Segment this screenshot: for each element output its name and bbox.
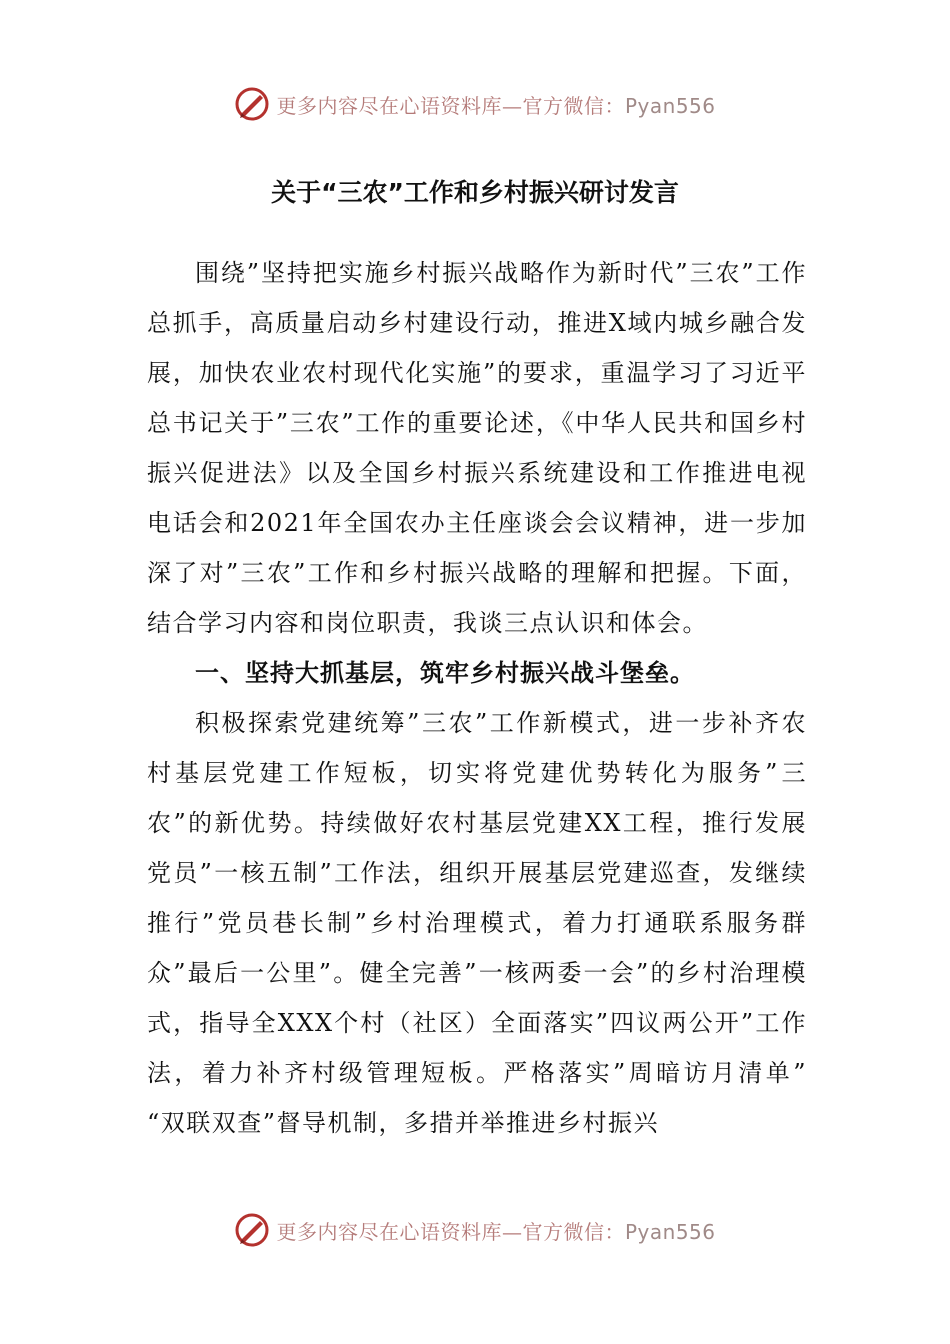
document-title: 关于“三农”工作和乡村振兴研讨发言 [271,178,679,207]
pen-logo-icon [234,86,270,122]
watermark-text: 更多内容尽在心语资料库—官方微信：Pyan556 [276,93,716,118]
section-paragraph: 积极探索党建统筹”三农”工作新模式，进一步补齐农村基层党建工作短板，切实将党建优势转化为服务”三农”的新优势。持续做好农村基层党建XX工程，推行发展党员”一核五制”工作法，组织开展基层党建巡查，发继续推行”党员巷长制”乡村治理模式，着力打通联系服务群众”最后一公里”。健全完善”一核两委一会”的乡村治理模式，指导全XXX个村（社区）全面落实”四议两公开”工作法，着力补齐村级管理短板。严格落实”周暗访月清单” “双联双查”督导机制，多措并举推进乡村振兴 [147,709,807,1137]
watermark-text: 更多内容尽在心语资料库—官方微信：Pyan556 [276,1219,716,1244]
section-heading: 一、坚持大抓基层，筑牢乡村振兴战斗堡垒。 [195,659,695,687]
pen-logo-icon [234,1212,270,1248]
document-body [147,248,807,1148]
intro-paragraph: 围绕”坚持把实施乡村振兴战略作为新时代”三农”工作总抓手，高质量启动乡村建设行动，推进X域内城乡融合发展，加快农业农村现代化实施”的要求，重温学习了习近平总书记关于”三农”工作的重要论述，《中华人民共和国乡村振兴促进法》以及全国乡村振兴系统建设和工作推进电视电话会和2021年全国农办主任座谈会会议精神，进一步加深了对”三农”工作和乡村振兴战略的理解和把握。下面，结合学习内容和岗位职责，我谈三点认识和体会。 [147,259,807,637]
watermark-banner-bottom [0,1210,950,1250]
watermark-banner-top [0,84,950,124]
